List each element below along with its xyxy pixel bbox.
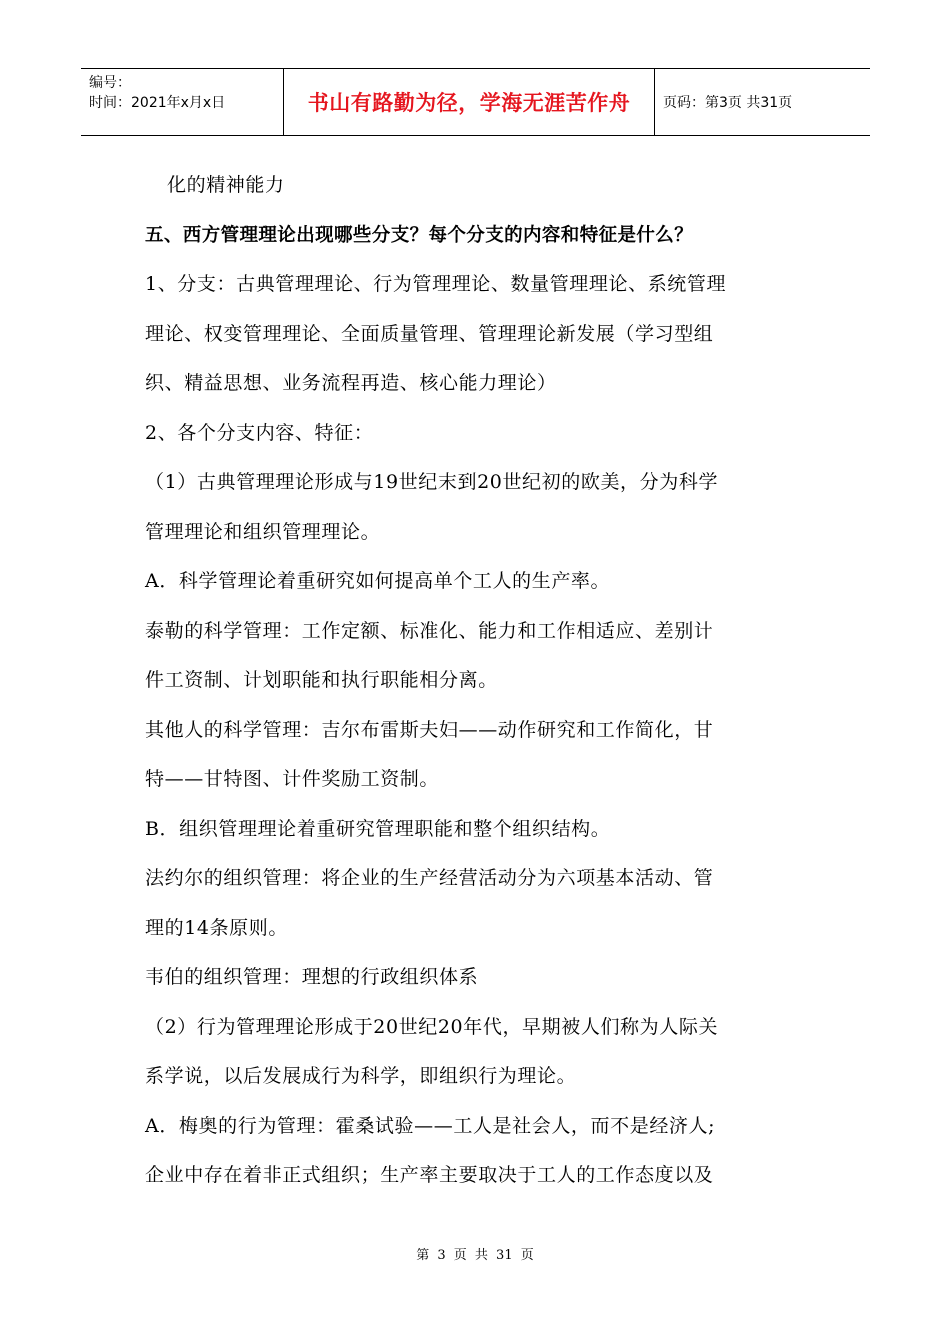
page-footer: 第 3 页 共 31 页 [416,1248,534,1263]
text-line: 织、精益思想、业务流程再造、核心能力理论） [145,372,557,394]
header-left-cell [81,69,283,135]
document-body [145,166,813,1206]
text-line: 理的14条原则。 [145,916,288,939]
text-line: B．组织管理理论着重研究管理职能和整个组织结构。 [145,817,611,840]
text-line: （2）行为管理理论形成于20世纪20年代，早期被人们称为人际关 [145,1015,719,1038]
text-line: 韦伯的组织管理：理想的行政组织体系 [145,966,479,988]
text-line: A．科学管理论着重研究如何提高单个工人的生产率。 [145,570,611,592]
section-heading: 五、西方管理理论出现哪些分支？每个分支的内容和特征是什么？ [145,224,694,246]
text-line: （1）古典管理理论形成与19世纪末到20世纪初的欧美，分为科学 [145,471,719,493]
text-line: 泰勒的科学管理：工作定额、标准化、能力和工作相适应、差别计 [145,619,714,642]
header-motto-cell [283,69,655,135]
date-label: 时间：2021年x月x日 [89,95,226,111]
text-line: A．梅奥的行为管理：霍桑试验——工人是社会人，而不是经济人; [145,1114,716,1137]
text-line: 系学说，以后发展成行为科学，即组织行为理论。 [145,1065,577,1087]
page-label: 页码：第3页 共31页 [663,95,793,111]
text-line: 特——甘特图、计件奖励工资制。 [145,768,440,790]
text-line: 管理理论和组织管理理论。 [145,520,381,543]
text-line: 件工资制、计划职能和执行职能相分离。 [145,669,498,691]
header-table [81,68,870,136]
text-line: 法约尔的组织管理：将企业的生产经营活动分为六项基本活动、管 [145,867,714,889]
motto-text: 书山有路勤为径，学海无涯苦作舟 [307,91,631,115]
text-line: 2、各个分支内容、特征： [145,421,374,444]
text-line: 企业中存在着非正式组织；生产率主要取决于工人的工作态度以及 [145,1164,714,1186]
number-label: 编号： [89,75,131,91]
text-line: 化的精神能力 [167,174,285,196]
text-line: 1、分支：古典管理理论、行为管理理论、数量管理理论、系统管理 [145,273,727,295]
text-line: 理论、权变管理理论、全面质量管理、管理理论新发展（学习型组 [145,322,714,345]
header-page-cell [655,69,870,135]
text-line: 其他人的科学管理：吉尔布雷斯夫妇——动作研究和工作简化，甘 [145,718,714,741]
